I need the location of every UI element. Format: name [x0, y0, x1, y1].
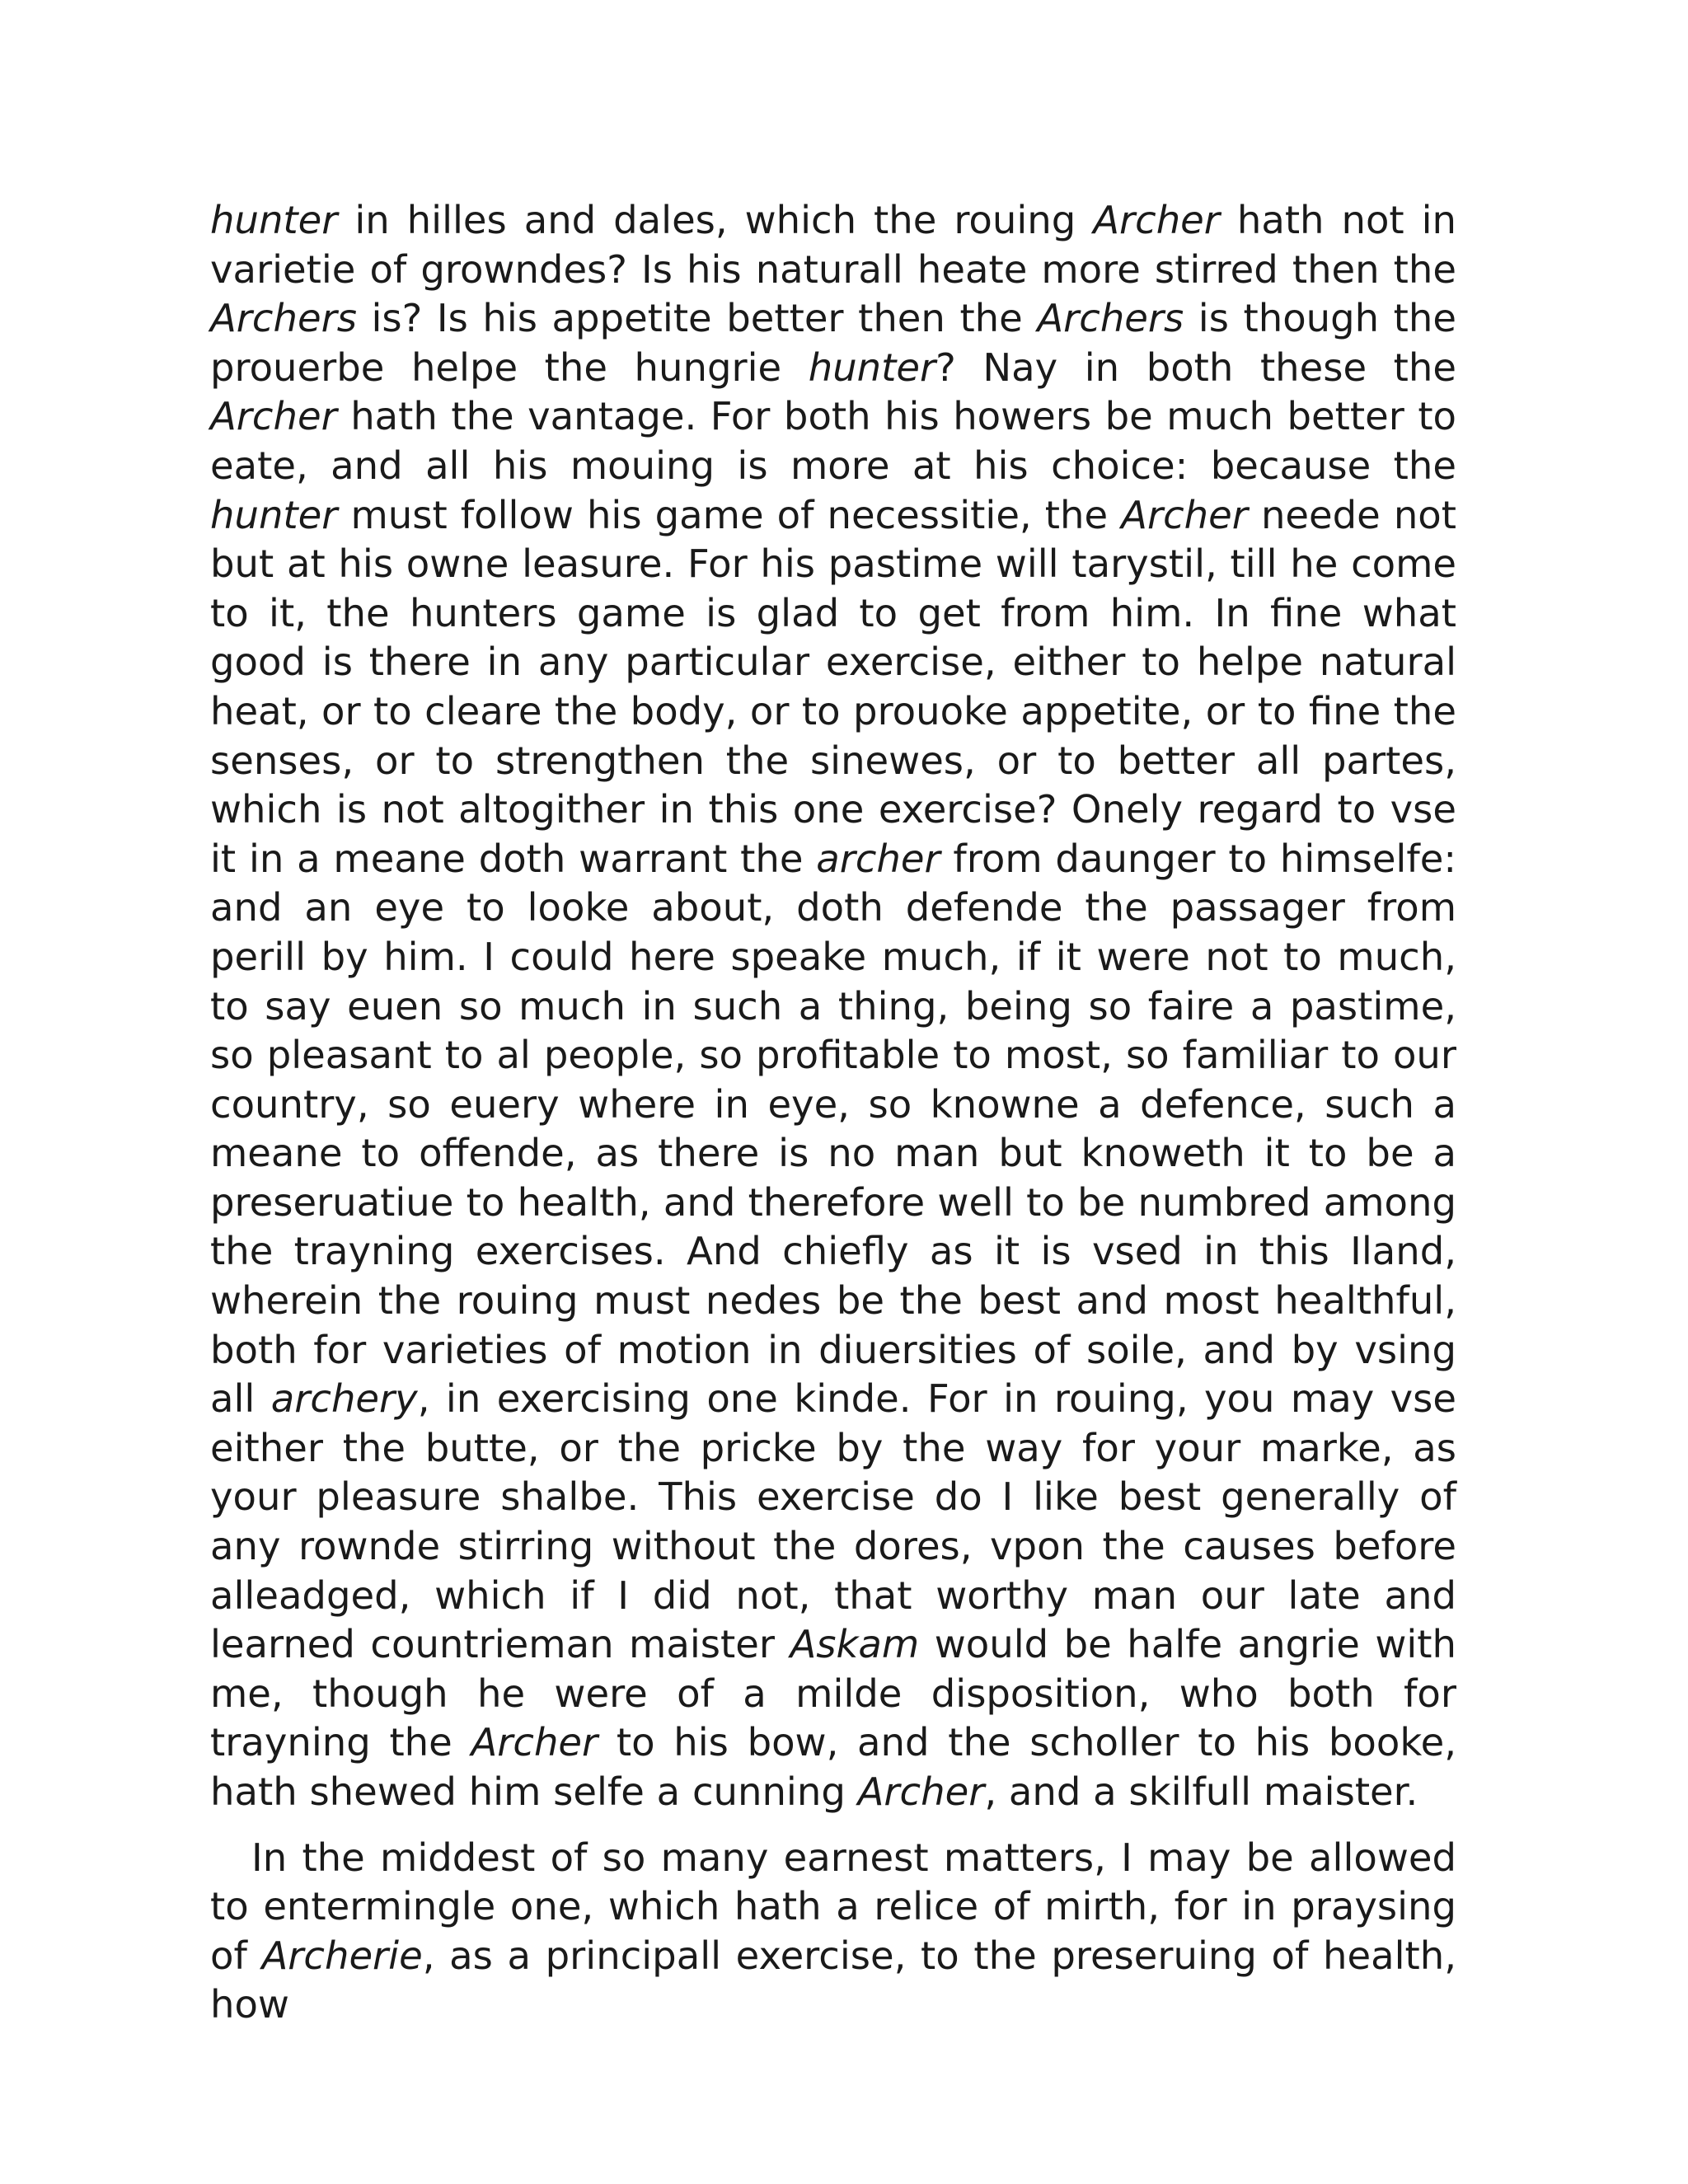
italic-text: Archer	[210, 394, 337, 439]
text-run: would be halfe angrie with me, though he were of a milde disposition, who both for trayning the	[210, 1622, 1456, 1765]
italic-text: Archer	[857, 1769, 985, 1814]
italic-text: Archers	[210, 296, 357, 341]
body-text	[210, 196, 1456, 2030]
text-run: , in exercising one kinde. For in rouing, you may vse either the butte, or the pricke by the way for your marke, as your pleasure shalbe. This exercise do I like best generally of any rownde stirring without the dores, vpon the causes before alleadged, which if I did not, that worthy man our late and learned countrieman maister	[210, 1376, 1456, 1667]
italic-text: hunter	[210, 492, 338, 537]
italic-text: archer	[816, 836, 940, 881]
text-run: hath not in varietie of growndes? Is his naturall heate more stirred then the	[210, 198, 1456, 292]
text-run: neede not but at his owne leasure. For his pastime will tarystil, till he come to it, the hunters game is glad to get from him. In fine what good is there in any particular exercise, either to helpe natural heat, or to cleare the body, or to prouoke appetite, or to fine the senses, or to strengthen the sinewes, or to better all partes, which is not altogither in this one exercise? Onely regard to vse it in a meane doth warrant the	[210, 492, 1456, 881]
text-run: , and a skilfull maister.	[984, 1769, 1418, 1814]
text-run: hath the vantage. For both his howers be much better to eate, and all his mouing is more at his choice: because the	[210, 394, 1456, 488]
paragraph	[210, 196, 1456, 1817]
text-run: in hilles and dales, which the rouing	[337, 198, 1094, 242]
italic-text: Askam	[790, 1622, 920, 1667]
text-run: , as a principall exercise, to the preseruing of health, how	[210, 1933, 1456, 2027]
paragraph	[210, 1834, 1456, 2030]
italic-text: hunter	[210, 198, 338, 242]
italic-text: Archerie	[261, 1933, 423, 1978]
text-run: to his bow, and the scholler to his booke, hath shewed him selfe a cunning	[210, 1720, 1456, 1814]
text-run: must follow his game of necessitie, the	[337, 492, 1122, 537]
text-run: from daunger to himselfe: and an eye to looke about, doth defende the passager from perill by him. I could here speake much, if it were not to much, to say euen so much in such a thing, being so faire a pastime, so pleasant to al people, so profitable to most, so familiar to our country, so euery where in eye, so knowne a defence, such a meane to offende, as there is no man but knoweth it to be a preseruatiue to health, and therefore well to be numbred among the trayning exercises. And chiefly as it is vsed in this Iland, wherein the rouing must nedes be the best and most healthful, both for varieties of motion in diuersities of soile, and by vsing all	[210, 836, 1456, 1422]
text-run: is? Is his appetite better then the	[356, 296, 1038, 341]
italic-text: hunter	[808, 344, 936, 390]
text-run: In the middest of so many earnest matters, I may be allowed to entermingle one, which hath a relice of mirth, for in praysing of	[210, 1835, 1456, 1978]
italic-text: Archer	[1093, 198, 1220, 242]
italic-text: Archers	[1037, 296, 1184, 341]
italic-text: archery	[270, 1376, 418, 1422]
italic-text: Archer	[1121, 492, 1248, 537]
text-run: is though the prouerbe helpe the hungrie	[210, 296, 1456, 390]
italic-text: Archer	[471, 1720, 598, 1765]
text-run: ? Nay in both these the	[935, 344, 1456, 390]
